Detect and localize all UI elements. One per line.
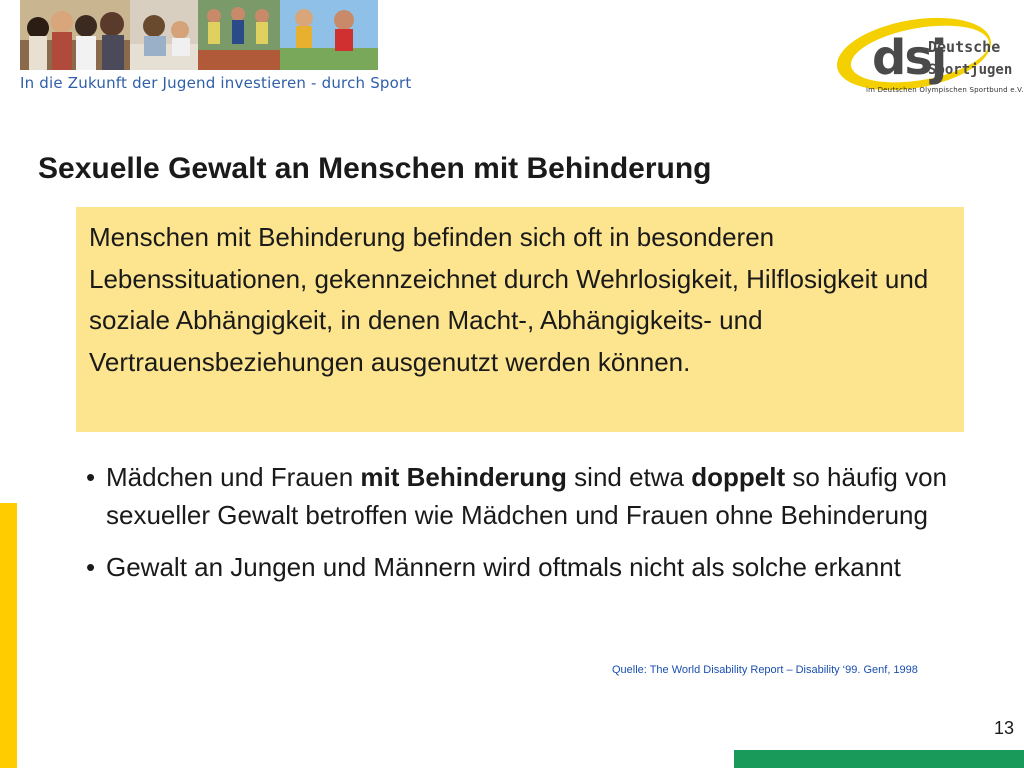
banner-slogan: In die Zukunft der Jugend investieren - durch Sport [20,74,412,92]
bullet-marker: • [86,552,96,582]
banner-photo-group [20,0,130,70]
bullet-marker: • [86,462,96,492]
page-number: 13 [994,718,1015,738]
bullet2-text: Gewalt an Jungen und Männern wird oftmals nicht als solche erkannt [106,552,901,582]
slide-title: Sexuelle Gewalt an Menschen mit Behinderung [38,152,712,185]
banner-photo-runners [198,0,280,70]
highlight-text: Menschen mit Behinderung befinden sich oft in besonderen Lebenssituationen, gekennzeichnet durch Wehrlosigkeit, Hilflosigkeit und soziale Abhängigkeit, in denen Macht-, Abhängigkeits- und Vertrauensbeziehungen ausgenutzt werden können. [89,222,929,377]
highlight-box [76,207,964,432]
bullet-list [86,458,966,600]
bullet1-text-2: sind etwa [566,462,692,492]
logo-subtitle: im Deutschen Olympischen Sportbund e.V. [866,86,1024,94]
dsj-logo-mark [832,12,1012,92]
bottom-accent-bar [734,750,1024,768]
banner-photo-kids [280,0,378,70]
logo-line2: Sportjugend [928,62,1012,78]
bullet1-text-1: Mädchen und Frauen [106,462,361,492]
bullet1-bold-2: doppelt [691,462,786,492]
bullet1-text-3: so häufig von sexueller Gewalt betroffen wie Mädchen und Frauen ohne Behinderung [106,462,948,530]
bullet1-bold-1: mit Behinderung [360,462,567,492]
bullet-item-1 [86,458,966,534]
logo-line1: Deutsche [928,38,1001,56]
bullet-item-2 [86,548,966,586]
left-accent-bar [0,503,17,768]
source-citation: Quelle: The World Disability Report – Disability ‘99. Genf, 1998 [612,664,918,676]
banner-photo-study [130,0,198,70]
svg-text:dsj: dsj [872,30,946,86]
banner-photo-strip [20,0,378,70]
